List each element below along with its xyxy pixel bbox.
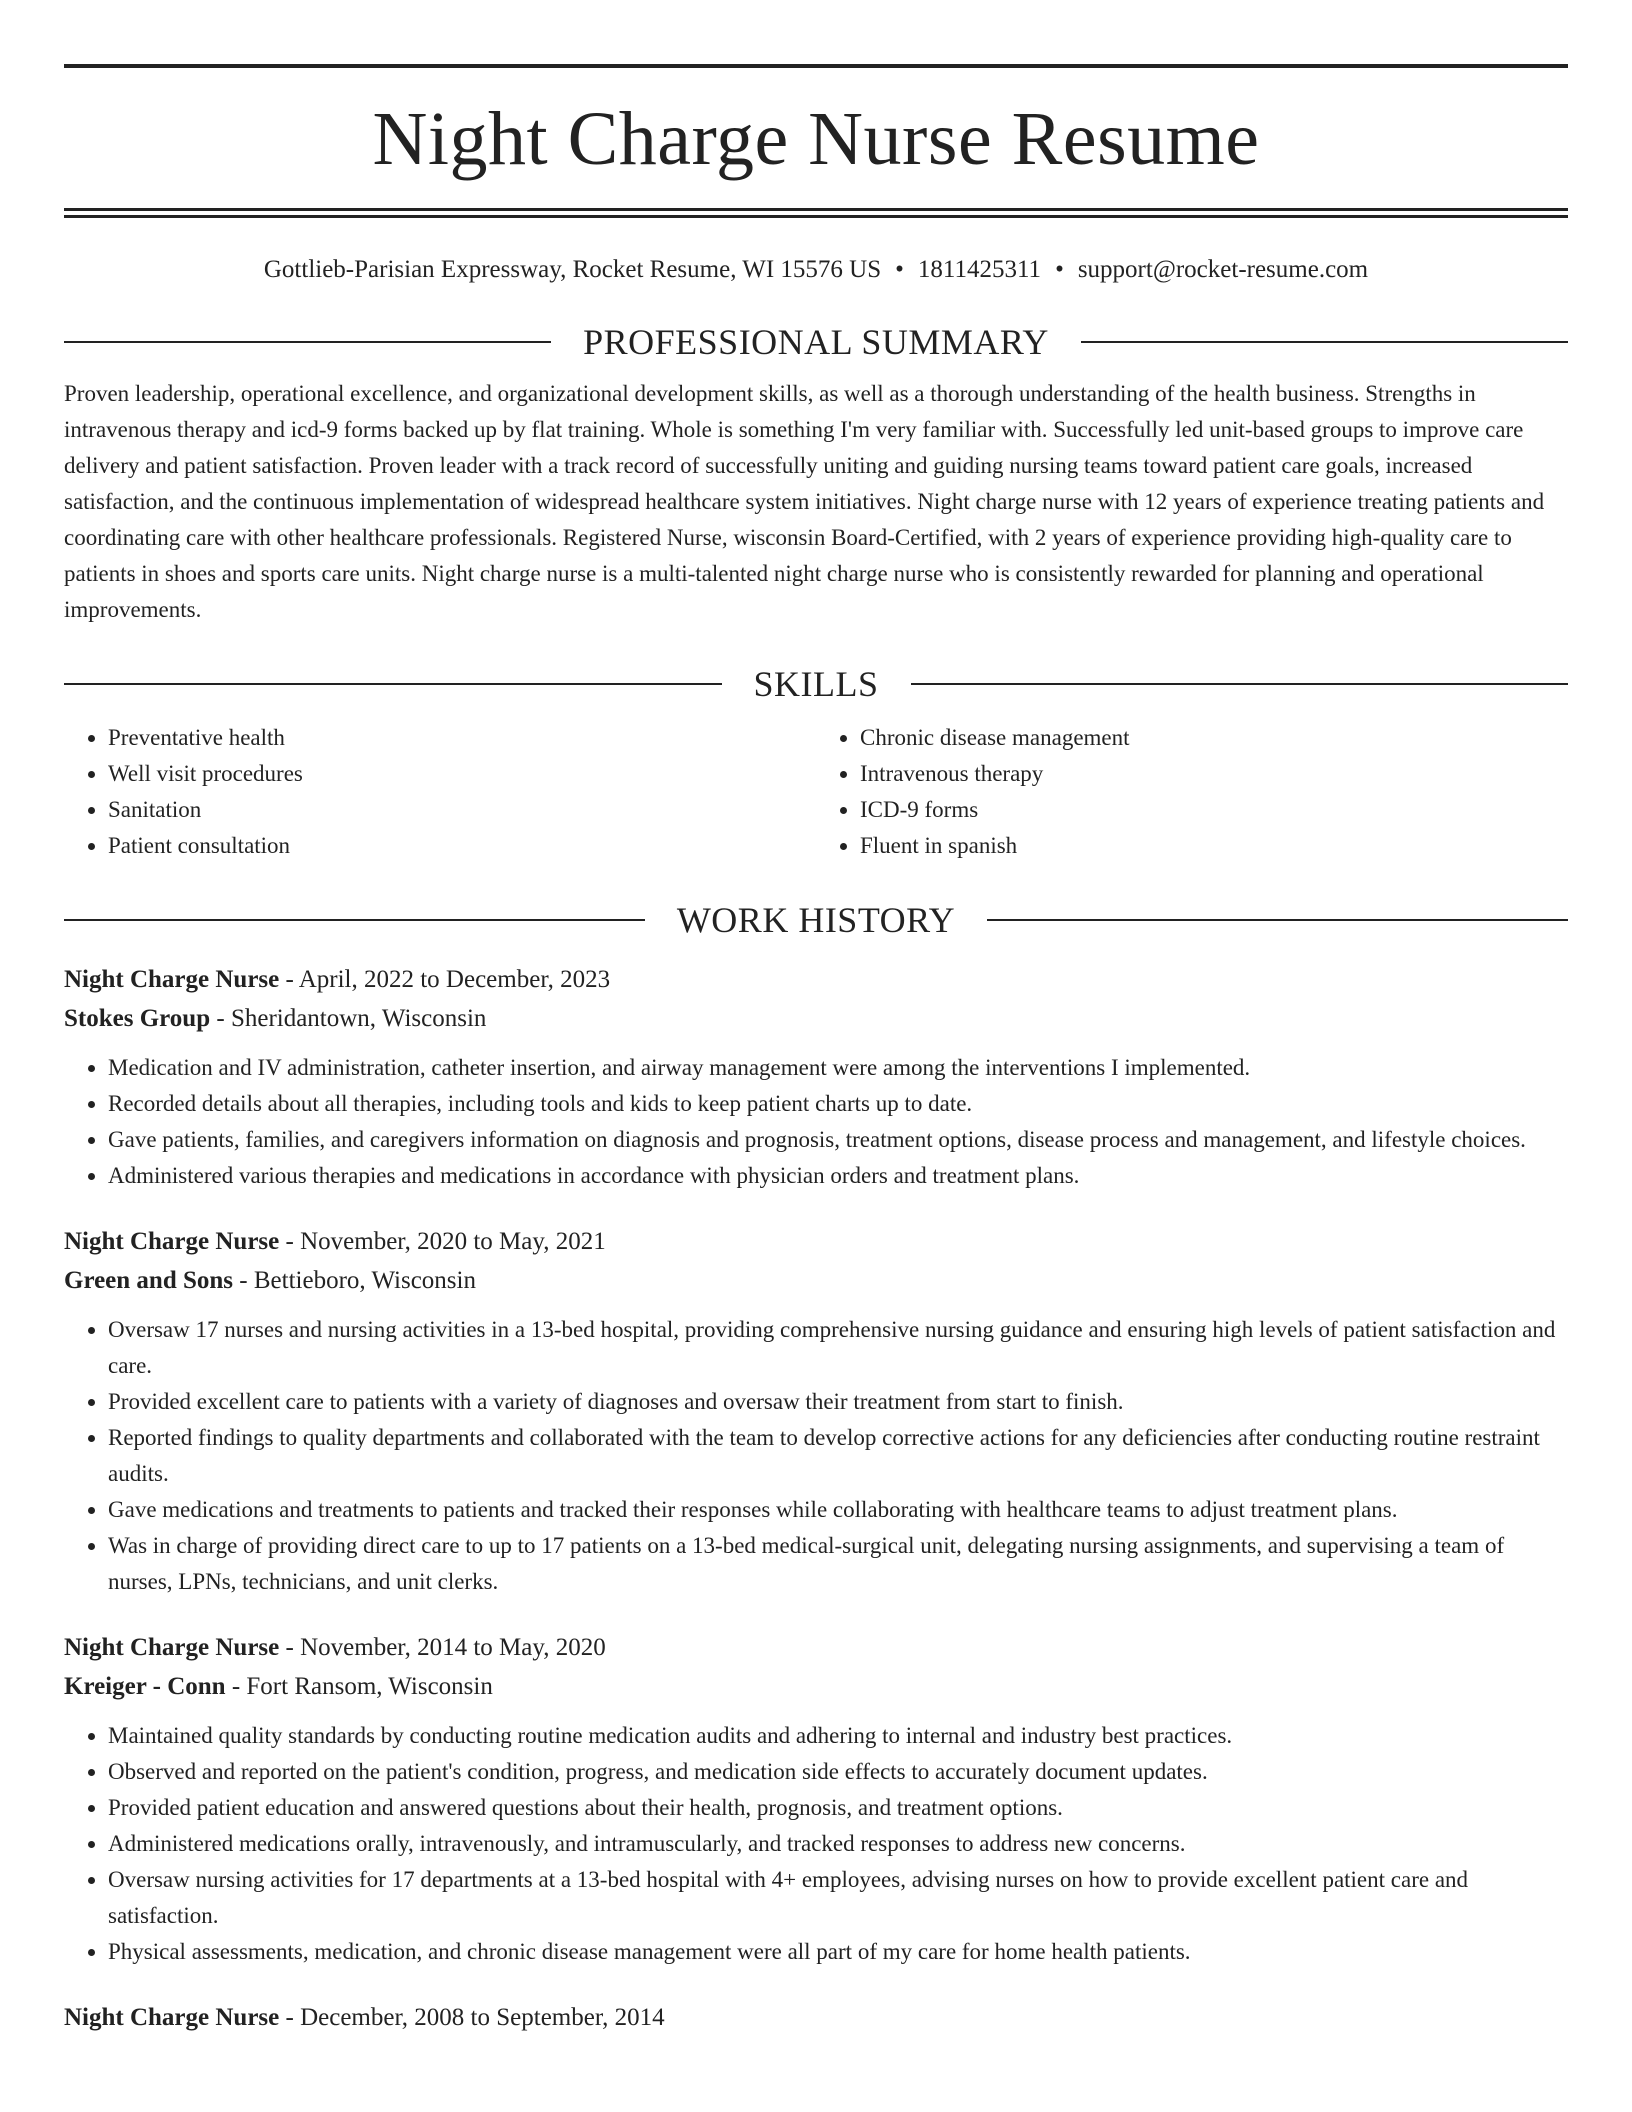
job-company-line: Stokes Group - Sheridantown, Wisconsin xyxy=(64,1005,487,1032)
job-title: Night Charge Nurse xyxy=(64,2004,280,2031)
skill-item: • ICD-9 forms xyxy=(860,792,1568,828)
job-dates: April, 2022 to December, 2023 xyxy=(298,966,611,993)
job-dates: November, 2014 to May, 2020 xyxy=(300,1634,606,1661)
job-entry xyxy=(64,1628,1568,1970)
job-company-line: Kreiger - Conn - Fort Ransom, Wisconsin xyxy=(64,1673,493,1700)
page-title: Night Charge Nurse Resume xyxy=(372,97,1260,181)
job-title-line: Night Charge Nurse - November, 2014 to May, 2020 xyxy=(64,1634,606,1661)
contact-phone: 1811425311 xyxy=(917,256,1042,283)
job-bullet: • Was in charge of providing direct care to up to 17 patients on a 13-bed medical-surgical unit, delegating nursing assignments, and supervising a team of nurses, LPNs, technicians, and unit clerks. xyxy=(108,1528,1568,1600)
job-title-line: Night Charge Nurse - December, 2008 to September, 2014 xyxy=(64,2004,665,2031)
job-bullet: • Oversaw nursing activities for 17 departments at a 13-bed hospital with 4+ employees, advising nurses on how to provide excellent patient care and satisfaction. xyxy=(108,1862,1568,1934)
skill-item: • Fluent in spanish xyxy=(860,828,1568,864)
section-header-summary xyxy=(64,320,1568,364)
skill-item: • Patient consultation xyxy=(108,828,816,864)
job-bullet: • Provided excellent care to patients with a variety of diagnoses and oversaw their treatment from start to finish. xyxy=(108,1384,1568,1420)
job-bullets xyxy=(64,1312,1568,1600)
contact-line xyxy=(64,254,1568,286)
job-title-line: Night Charge Nurse - November, 2020 to May, 2021 xyxy=(64,1228,606,1255)
skill-item: • Chronic disease management xyxy=(860,720,1568,756)
job-bullet: • Reported findings to quality departments and collaborated with the team to develop corrective actions for any deficiencies after conducting routine restraint audits. xyxy=(108,1420,1568,1492)
job-company: Kreiger - Conn xyxy=(64,1673,226,1700)
section-rule-left xyxy=(64,683,722,685)
skills-column-left xyxy=(64,720,816,864)
job-title: Night Charge Nurse xyxy=(64,1634,280,1661)
job-entry xyxy=(64,1998,1568,2037)
job-entry xyxy=(64,960,1568,1194)
job-bullet: • Administered various therapies and medications in accordance with physician orders and treatment plans. xyxy=(108,1158,1568,1194)
job-bullet: • Gave patients, families, and caregivers information on diagnosis and prognosis, treatment options, disease process and management, and lifestyle choices. xyxy=(108,1122,1568,1158)
job-bullet: • Provided patient education and answered questions about their health, prognosis, and treatment options. xyxy=(108,1790,1568,1826)
job-dates: November, 2020 to May, 2021 xyxy=(300,1228,606,1255)
skill-item: • Intravenous therapy xyxy=(860,756,1568,792)
section-header-skills xyxy=(64,662,1568,706)
contact-separator: • xyxy=(1055,256,1064,283)
section-rule-right xyxy=(911,683,1569,685)
contact-address: Gottlieb-Parisian Expressway, Rocket Resume, WI 15576 US xyxy=(263,256,882,283)
section-title-work: WORK HISTORY xyxy=(676,900,956,940)
summary-text: Proven leadership, operational excellence, and organizational development skills, as well as a thorough understanding of the health business. Strengths in intravenous therapy and icd-9 forms backed up by flat training. Whole is something I'm very familiar with. Successfully led unit-based groups to improve care delivery and patient satisfaction. Proven leader with a track record of successfully uniting and guiding nursing teams toward patient care goals, increased satisfaction, and the continuous implementation of widespread healthcare system initiatives. Night charge nurse with 12 years of experience treating patients and coordinating care with other healthcare professionals. Registered Nurse, wisconsin Board-Certified, with 2 years of experience providing high-quality care to patients in shoes and sports care units. Night charge nurse is a multi-talented night charge nurse who is consistently rewarded for planning and operational improvements. xyxy=(64,381,1545,622)
top-rule xyxy=(64,64,1568,68)
job-bullet: • Observed and reported on the patient's condition, progress, and medication side effects to accurately document updates. xyxy=(108,1754,1568,1790)
job-bullet: • Oversaw 17 nurses and nursing activities in a 13-bed hospital, providing comprehensive nursing guidance and ensuring high levels of patient satisfaction and care. xyxy=(108,1312,1568,1384)
job-bullets xyxy=(64,1718,1568,1970)
job-title: Night Charge Nurse xyxy=(64,966,280,993)
section-title-skills: SKILLS xyxy=(753,664,879,704)
job-bullet: • Maintained quality standards by conducting routine medication audits and adhering to internal and industry best practices. xyxy=(108,1718,1568,1754)
skills-column-right xyxy=(816,720,1568,864)
contact-email: support@rocket-resume.com xyxy=(1077,256,1369,283)
job-bullet: • Medication and IV administration, catheter insertion, and airway management were among the interventions I implemented. xyxy=(108,1050,1568,1086)
job-dates: December, 2008 to September, 2014 xyxy=(300,2004,665,2031)
job-company-line: Green and Sons - Bettieboro, Wisconsin xyxy=(64,1267,476,1294)
job-bullet: • Physical assessments, medication, and chronic disease management were all part of my care for home health patients. xyxy=(108,1934,1568,1970)
section-rule-right xyxy=(987,919,1568,921)
title-double-rule xyxy=(64,208,1568,218)
contact-separator: • xyxy=(895,256,904,283)
job-entry xyxy=(64,1222,1568,1600)
job-location: Bettieboro, Wisconsin xyxy=(253,1267,476,1294)
job-bullet: • Administered medications orally, intravenously, and intramuscularly, and tracked responses to address new concerns. xyxy=(108,1826,1568,1862)
resume-page xyxy=(64,64,1568,2037)
section-title-summary: PROFESSIONAL SUMMARY xyxy=(583,322,1049,362)
skill-item: • Preventative health xyxy=(108,720,816,756)
job-title-line: Night Charge Nurse - April, 2022 to December, 2023 xyxy=(64,966,611,993)
job-bullet: • Recorded details about all therapies, including tools and kids to keep patient charts up to date. xyxy=(108,1086,1568,1122)
section-rule-left xyxy=(64,919,645,921)
job-location: Fort Ransom, Wisconsin xyxy=(246,1673,493,1700)
job-location: Sheridantown, Wisconsin xyxy=(230,1005,487,1032)
job-bullet: • Gave medications and treatments to patients and tracked their responses while collaborating with healthcare teams to adjust treatment plans. xyxy=(108,1492,1568,1528)
job-title: Night Charge Nurse xyxy=(64,1228,280,1255)
skill-item: • Sanitation xyxy=(108,792,816,828)
job-company: Green and Sons xyxy=(64,1267,234,1294)
section-rule-right xyxy=(1081,341,1568,343)
job-bullets xyxy=(64,1050,1568,1194)
section-rule-left xyxy=(64,341,551,343)
job-company: Stokes Group xyxy=(64,1005,211,1032)
skills-list xyxy=(64,720,1568,864)
skill-item: • Well visit procedures xyxy=(108,756,816,792)
section-header-work xyxy=(64,898,1568,942)
